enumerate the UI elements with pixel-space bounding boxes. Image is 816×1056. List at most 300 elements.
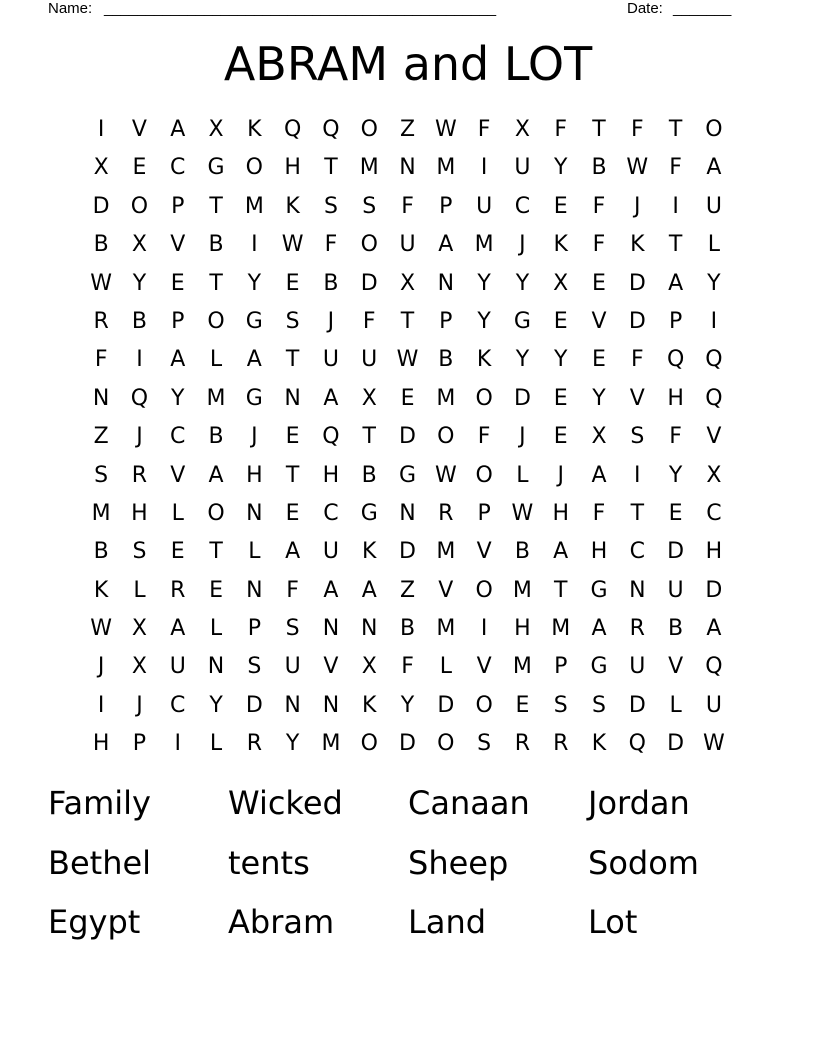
grid-letter: Z	[93, 424, 109, 450]
grid-letter: H	[552, 500, 569, 526]
grid-letter: I	[136, 347, 143, 373]
grid-letter: L	[209, 731, 223, 757]
grid-letter: F	[286, 577, 299, 603]
grid-letter: T	[324, 155, 338, 181]
grid-letter: W	[434, 117, 457, 142]
grid-letter: A	[706, 616, 722, 642]
grid-letter: F	[630, 117, 644, 142]
grid-letter: V	[706, 424, 722, 450]
grid-letter: N	[629, 577, 646, 603]
grid-letter: H	[246, 462, 263, 488]
grid-letter: A	[323, 577, 339, 603]
grid-letter: B	[93, 539, 109, 565]
grid-letter: R	[170, 577, 186, 603]
grid-letter: R	[553, 731, 569, 757]
grid-letter: X	[514, 117, 530, 142]
date-label: Date:	[627, 0, 663, 17]
grid-letter: U	[399, 232, 416, 258]
grid-letter: S	[553, 692, 568, 718]
grid-letter: Z	[399, 117, 416, 142]
grid-letter: U	[476, 193, 493, 219]
grid-letter: T	[592, 117, 606, 142]
grid-letter: C	[629, 539, 645, 565]
grid-letter: N	[207, 654, 225, 680]
grid-letter: N	[360, 616, 378, 642]
grid-letter: X	[361, 654, 377, 680]
grid-letter: F	[669, 424, 682, 450]
grid-letter: F	[592, 193, 606, 219]
grid-letter: G	[207, 155, 225, 181]
grid-letter: V	[170, 232, 186, 258]
grid-letter: Y	[668, 462, 683, 488]
grid-letter: E	[285, 500, 300, 526]
grid-letter: T	[553, 577, 568, 603]
grid-letter: S	[592, 692, 606, 718]
grid-letter: A	[246, 347, 262, 373]
grid-letter: E	[553, 308, 568, 334]
grid-letter: V	[438, 577, 454, 603]
grid-letter: A	[285, 539, 301, 565]
grid-letter: U	[667, 577, 684, 603]
grid-letter: J	[634, 193, 641, 219]
grid-letter: K	[362, 539, 377, 565]
grid-letter: U	[169, 654, 186, 680]
grid-letter: X	[131, 654, 147, 680]
grid-letter: D	[245, 692, 263, 718]
grid-letter: R	[629, 616, 645, 642]
grid-letter: J	[557, 462, 564, 488]
grid-letter: F	[554, 117, 568, 142]
grid-letter: O	[360, 117, 378, 142]
grid-letter: E	[592, 270, 606, 296]
grid-letter: Z	[399, 577, 416, 603]
grid-letter: A	[706, 155, 722, 181]
grid-letter: Q	[666, 347, 685, 373]
grid-letter: W	[281, 232, 304, 258]
grid-letter: I	[251, 232, 258, 258]
grid-letter: U	[705, 193, 722, 219]
grid-letter: Q	[705, 385, 723, 411]
grid-letter: O	[475, 462, 493, 488]
grid-letter: R	[131, 462, 148, 488]
grid-letter: U	[284, 654, 301, 680]
grid-letter: K	[362, 692, 377, 718]
grid-letter: C	[706, 500, 722, 526]
grid-letter: N	[284, 692, 301, 718]
grid-letter: S	[132, 539, 147, 565]
grid-letter: E	[553, 424, 568, 450]
grid-letter: C	[514, 193, 531, 219]
word-bank-item: Canaan	[408, 784, 530, 822]
grid-letter: F	[362, 308, 376, 334]
grid-letter: M	[91, 500, 111, 526]
grid-letter: S	[477, 731, 492, 757]
grid-letter: F	[630, 347, 644, 373]
grid-letter: U	[629, 654, 646, 680]
grid-letter: B	[323, 270, 339, 296]
grid-letter: L	[209, 616, 223, 642]
grid-letter: Y	[209, 692, 223, 718]
grid-letter: F	[477, 424, 491, 450]
grid-letter: T	[668, 117, 683, 142]
grid-letter: R	[93, 308, 109, 334]
grid-letter: A	[438, 232, 454, 258]
grid-letter: B	[514, 539, 530, 565]
grid-letter: J	[251, 424, 258, 450]
grid-letter: A	[591, 462, 607, 488]
grid-letter: X	[93, 155, 109, 181]
grid-letter: E	[170, 270, 185, 296]
grid-letter: B	[208, 424, 224, 450]
grid-letter: B	[399, 616, 416, 642]
grid-letter: K	[591, 731, 607, 757]
grid-letter: D	[705, 577, 723, 603]
grid-letter: I	[97, 117, 105, 142]
grid-letter: N	[437, 270, 455, 296]
grid-letter: I	[174, 731, 181, 757]
word-bank-item: Egypt	[48, 903, 141, 941]
grid-letter: X	[361, 385, 377, 411]
grid-letter: E	[553, 193, 568, 219]
grid-letter: B	[591, 155, 607, 181]
grid-letter: O	[207, 500, 225, 526]
grid-letter: T	[209, 539, 223, 565]
grid-letter: L	[516, 462, 529, 488]
grid-letter: G	[590, 577, 608, 603]
grid-letter: O	[475, 692, 493, 718]
grid-letter: W	[626, 155, 649, 181]
grid-letter: M	[436, 385, 456, 411]
grid-letter: F	[592, 500, 606, 526]
grid-letter: M	[436, 155, 456, 181]
grid-letter: Y	[515, 270, 530, 296]
grid-letter: P	[247, 616, 261, 642]
grid-letter: N	[284, 385, 301, 411]
grid-letter: K	[93, 577, 109, 603]
grid-letter: P	[477, 500, 491, 526]
grid-letter: E	[668, 500, 683, 526]
grid-letter: G	[513, 308, 531, 334]
word-bank-item: Abram	[228, 903, 335, 941]
grid-letter: N	[399, 155, 416, 181]
grid-letter: S	[285, 616, 300, 642]
grid-letter: P	[439, 308, 453, 334]
grid-letter: C	[170, 692, 186, 718]
grid-letter: T	[209, 270, 223, 296]
grid-letter: K	[476, 347, 492, 373]
grid-letter: G	[245, 308, 263, 334]
grid-letter: I	[672, 193, 679, 219]
grid-letter: P	[554, 654, 568, 680]
grid-letter: Y	[477, 308, 491, 334]
grid-letter: D	[399, 539, 416, 565]
grid-letter: O	[130, 193, 149, 219]
grid-letter: Y	[477, 270, 491, 296]
grid-letter: F	[477, 117, 491, 142]
grid-letter: U	[514, 155, 531, 181]
grid-letter: O	[245, 155, 263, 181]
grid-letter: L	[171, 500, 184, 526]
grid-letter: T	[668, 232, 683, 258]
grid-letter: B	[131, 308, 147, 334]
grid-letter: Q	[705, 654, 723, 680]
grid-letter: D	[628, 270, 646, 296]
grid-letter: B	[208, 232, 224, 258]
grid-letter: X	[399, 270, 416, 296]
grid-letter: H	[92, 731, 110, 757]
grid-letter: M	[436, 616, 456, 642]
word-bank-item: Lot	[588, 903, 638, 941]
grid-letter: N	[322, 692, 340, 718]
grid-letter: D	[667, 731, 685, 757]
grid-letter: K	[247, 117, 262, 142]
grid-letter: V	[591, 308, 607, 334]
grid-letter: M	[244, 193, 264, 219]
grid-letter: E	[285, 424, 300, 450]
grid-letter: L	[209, 347, 223, 373]
grid-letter: E	[132, 155, 147, 181]
grid-letter: I	[480, 155, 488, 181]
grid-letter: E	[592, 347, 606, 373]
grid-letter: E	[400, 385, 415, 411]
grid-letter: U	[361, 347, 378, 373]
grid-letter: H	[667, 385, 684, 411]
grid-letter: A	[323, 385, 339, 411]
grid-letter: Y	[132, 270, 147, 296]
grid-letter: O	[475, 577, 493, 603]
grid-letter: N	[246, 500, 263, 526]
grid-letter: J	[136, 692, 143, 718]
grid-letter: Q	[705, 347, 723, 373]
grid-letter: M	[474, 232, 494, 258]
grid-letter: Q	[283, 117, 302, 142]
grid-letter: M	[206, 385, 226, 411]
grid-letter: B	[93, 232, 109, 258]
grid-letter: A	[668, 270, 684, 296]
grid-letter: E	[285, 270, 300, 296]
grid-letter: F	[94, 347, 108, 373]
page-title: ABRAM and LOT	[223, 37, 593, 91]
grid-letter: O	[437, 731, 455, 757]
grid-letter: W	[703, 731, 725, 757]
grid-letter: D	[92, 193, 110, 219]
grid-letter: M	[551, 616, 571, 642]
grid-letter: P	[668, 308, 683, 334]
grid-letter: X	[208, 117, 224, 142]
grid-letter: V	[131, 117, 147, 142]
grid-letter: E	[209, 577, 223, 603]
grid-letter: O	[207, 308, 225, 334]
grid-letter: P	[132, 731, 147, 757]
grid-letter: J	[519, 232, 526, 258]
grid-letter: V	[323, 654, 339, 680]
grid-letter: S	[247, 654, 262, 680]
word-bank-item: Bethel	[48, 843, 152, 882]
grid-letter: Y	[592, 385, 606, 411]
grid-letter: V	[629, 385, 645, 411]
grid-letter: M	[321, 731, 341, 757]
grid-letter: X	[706, 462, 722, 488]
word-bank-item: Sodom	[588, 843, 699, 882]
grid-letter: O	[437, 424, 455, 450]
grid-letter: F	[401, 193, 414, 219]
date-blank-line: _______	[673, 0, 732, 17]
grid-letter: P	[171, 308, 185, 334]
grid-letter: D	[399, 731, 416, 757]
grid-letter: G	[245, 385, 263, 411]
grid-letter: R	[514, 731, 531, 757]
grid-letter: W	[434, 462, 457, 488]
grid-letter: K	[553, 232, 568, 258]
grid-letter: A	[553, 539, 569, 565]
grid-letter: S	[285, 308, 300, 334]
grid-letter: M	[436, 539, 456, 565]
grid-letter: W	[90, 616, 113, 642]
grid-letter: Y	[247, 270, 262, 296]
grid-letter: Y	[285, 731, 300, 757]
grid-letter: F	[669, 155, 682, 181]
grid-letter: D	[513, 385, 531, 411]
grid-letter: Y	[171, 385, 185, 411]
grid-letter: I	[710, 308, 718, 334]
grid-letter: Y	[707, 270, 721, 296]
grid-letter: G	[360, 500, 378, 526]
grid-letter: B	[668, 616, 684, 642]
grid-letter: F	[401, 654, 414, 680]
grid-letter: T	[362, 424, 376, 450]
grid-letter: S	[362, 193, 377, 219]
grid-letter: T	[209, 193, 223, 219]
grid-letter: U	[322, 347, 339, 373]
word-bank-item: tents	[228, 843, 310, 882]
grid-letter: O	[360, 232, 378, 258]
grid-letter: X	[591, 424, 607, 450]
grid-letter: G	[590, 654, 608, 680]
grid-letter: H	[284, 155, 301, 181]
worksheet-header	[48, 0, 768, 20]
grid-letter: V	[476, 539, 492, 565]
grid-letter: E	[170, 539, 185, 565]
grid-letter: S	[94, 462, 109, 488]
grid-letter: U	[322, 539, 339, 565]
grid-letter: J	[97, 654, 105, 680]
grid-letter: H	[590, 539, 608, 565]
grid-letter: W	[396, 347, 419, 373]
grid-letter: X	[553, 270, 569, 296]
grid-letter: T	[400, 308, 415, 334]
grid-letter: J	[519, 424, 526, 450]
grid-letter: N	[92, 385, 110, 411]
grid-letter: D	[399, 424, 416, 450]
grid-letter: J	[136, 424, 143, 450]
grid-letter: K	[630, 232, 645, 258]
grid-letter: V	[668, 654, 684, 680]
grid-letter: D	[360, 270, 378, 296]
grid-letter: E	[553, 385, 568, 411]
name-blank-line: _______________________________________________	[104, 0, 497, 17]
grid-letter: L	[669, 692, 682, 718]
grid-letter: M	[512, 577, 532, 603]
grid-letter: Y	[553, 347, 568, 373]
word-bank-item: Family	[48, 784, 151, 822]
grid-letter: Q	[322, 117, 340, 142]
grid-letter: S	[323, 193, 338, 219]
grid-letter: Y	[515, 347, 530, 373]
letter-grid	[82, 111, 733, 764]
word-bank-item: Sheep	[408, 843, 509, 882]
grid-letter: L	[248, 539, 261, 565]
grid-letter: R	[438, 500, 454, 526]
grid-letter: H	[131, 500, 148, 526]
grid-letter: H	[322, 462, 340, 488]
grid-letter: E	[515, 692, 530, 718]
grid-letter: S	[630, 424, 645, 450]
grid-letter: L	[439, 654, 452, 680]
grid-letter: X	[131, 232, 147, 258]
grid-letter: B	[438, 347, 454, 373]
grid-letter: M	[512, 654, 532, 680]
grid-letter: O	[475, 385, 493, 411]
grid-letter: L	[133, 577, 146, 603]
grid-letter: R	[246, 731, 262, 757]
grid-letter: M	[359, 155, 379, 181]
grid-letter: P	[439, 193, 453, 219]
grid-letter: N	[399, 500, 416, 526]
word-bank-item: Wicked	[228, 784, 343, 822]
grid-letter: D	[628, 308, 646, 334]
word-bank-item: Land	[408, 903, 487, 941]
grid-letter: A	[591, 616, 607, 642]
grid-letter: U	[705, 692, 722, 718]
grid-letter: I	[480, 616, 488, 642]
grid-letter: J	[327, 308, 335, 334]
grid-letter: O	[705, 117, 723, 142]
grid-letter: P	[171, 193, 185, 219]
grid-letter: X	[131, 616, 147, 642]
grid-letter: H	[705, 539, 723, 565]
grid-letter: Y	[553, 155, 568, 181]
name-label: Name:	[48, 0, 93, 17]
grid-letter: I	[97, 692, 105, 718]
grid-letter: B	[361, 462, 377, 488]
grid-letter: W	[511, 500, 534, 526]
grid-letter: K	[285, 193, 300, 219]
grid-letter: Q	[628, 731, 646, 757]
grid-letter: O	[360, 731, 378, 757]
grid-letter: C	[170, 424, 186, 450]
grid-letter: A	[170, 347, 186, 373]
grid-letter: D	[667, 539, 685, 565]
grid-letter: C	[170, 155, 186, 181]
grid-letter: W	[90, 270, 113, 296]
grid-letter: T	[285, 462, 300, 488]
word-bank-item: Jordan	[588, 784, 690, 822]
grid-letter: Q	[130, 385, 149, 411]
grid-letter: T	[285, 347, 300, 373]
grid-letter: A	[170, 117, 186, 142]
grid-letter: H	[514, 616, 531, 642]
grid-letter: G	[398, 462, 417, 488]
grid-letter: A	[361, 577, 377, 603]
grid-letter: T	[630, 500, 645, 526]
word-bank	[48, 776, 768, 955]
grid-letter: V	[170, 462, 186, 488]
grid-letter: I	[634, 462, 641, 488]
grid-letter: D	[437, 692, 455, 718]
grid-letter: V	[476, 654, 492, 680]
grid-letter: N	[246, 577, 263, 603]
grid-letter: N	[322, 616, 340, 642]
